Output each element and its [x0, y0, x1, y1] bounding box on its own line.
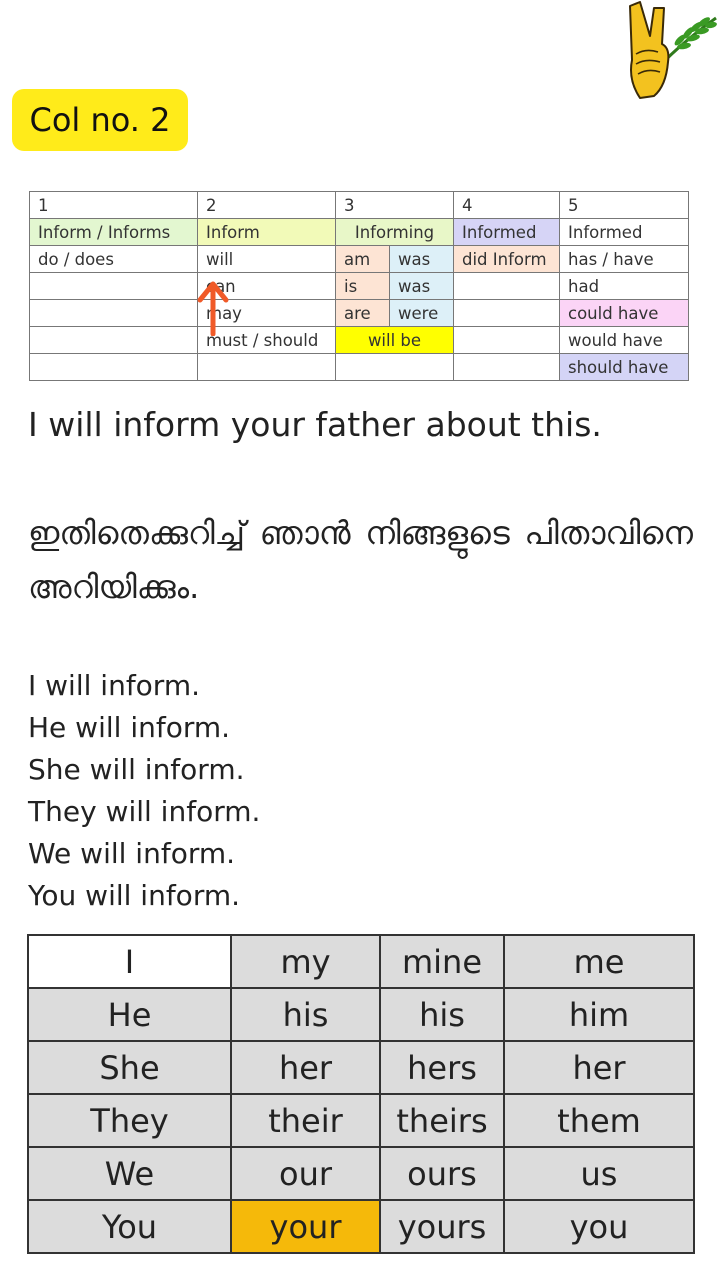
table-cell [30, 300, 198, 327]
list-item: They will inform. [28, 795, 261, 828]
table-cell: their [231, 1094, 380, 1147]
table-cell: 1 [30, 192, 198, 219]
table-cell: may [198, 300, 336, 327]
list-item: She will inform. [28, 753, 245, 786]
table-cell: them [504, 1094, 694, 1147]
table-cell: her [504, 1041, 694, 1094]
table-row [28, 988, 694, 1041]
table-cell: do / does [30, 246, 198, 273]
table-cell: Informed [454, 219, 560, 246]
table-cell: his [380, 988, 504, 1041]
pronoun-table [27, 934, 695, 1254]
table-cell: mine [380, 935, 504, 988]
table-cell: He [28, 988, 231, 1041]
table-cell: You [28, 1200, 231, 1253]
table-row [28, 1041, 694, 1094]
table-cell-highlighted: your [231, 1200, 380, 1253]
table-cell: Inform [198, 219, 336, 246]
table-cell: am [336, 246, 390, 273]
table-cell: me [504, 935, 694, 988]
table-cell: my [231, 935, 380, 988]
table-cell: ours [380, 1147, 504, 1200]
table-cell: theirs [380, 1094, 504, 1147]
table-cell: 5 [560, 192, 689, 219]
table-row [30, 354, 689, 381]
arrow-up-icon [196, 280, 230, 336]
table-row [30, 300, 689, 327]
example-list [28, 665, 260, 917]
badge-label: Col no. 2 [29, 101, 171, 139]
table-cell: were [390, 300, 454, 327]
verb-forms-table [29, 191, 689, 381]
table-cell: They [28, 1094, 231, 1147]
table-cell: her [231, 1041, 380, 1094]
list-item: He will inform. [28, 711, 231, 744]
table-row [28, 1147, 694, 1200]
table-cell: can [198, 273, 336, 300]
table-cell [454, 327, 560, 354]
table-cell: hers [380, 1041, 504, 1094]
table-row [30, 273, 689, 300]
table-cell: will [198, 246, 336, 273]
table-cell: are [336, 300, 390, 327]
table-row [30, 219, 689, 246]
table-cell: will be [336, 327, 454, 354]
table-cell [30, 273, 198, 300]
list-item: We will inform. [28, 837, 236, 870]
table-cell: his [231, 988, 380, 1041]
table-cell: 2 [198, 192, 336, 219]
table-cell: has / have [560, 246, 689, 273]
table-row [30, 192, 689, 219]
table-cell [198, 354, 336, 381]
table-cell: 4 [454, 192, 560, 219]
table-cell [30, 327, 198, 354]
table-cell [454, 354, 560, 381]
table-row [28, 935, 694, 988]
table-cell: could have [560, 300, 689, 327]
table-cell: 3 [336, 192, 454, 219]
table-cell: yours [380, 1200, 504, 1253]
table-cell: is [336, 273, 390, 300]
table-row [28, 1200, 694, 1253]
table-cell: We [28, 1147, 231, 1200]
table-cell [454, 300, 560, 327]
table-row [30, 246, 689, 273]
table-row [28, 1094, 694, 1147]
table-cell [30, 354, 198, 381]
table-cell: should have [560, 354, 689, 381]
table-cell: you [504, 1200, 694, 1253]
table-cell: did Inform [454, 246, 560, 273]
english-sentence: I will inform your father about this. [28, 405, 602, 444]
table-cell: our [231, 1147, 380, 1200]
table-cell: was [390, 273, 454, 300]
malayalam-translation: ഇതിതെക്കുറിച്ച് ഞാൻ നിങ്ങളുടെ പിതാവിനെ അറിയിക്കും. [28, 514, 693, 606]
table-cell: must / should [198, 327, 336, 354]
victory-hand-olive-branch-icon [618, 0, 718, 100]
table-cell: Informing [336, 219, 454, 246]
table-cell: us [504, 1147, 694, 1200]
table-cell: was [390, 246, 454, 273]
table-cell: She [28, 1041, 231, 1094]
table-cell [454, 273, 560, 300]
table-cell [336, 354, 454, 381]
table-row [30, 327, 689, 354]
table-cell: Inform / Informs [30, 219, 198, 246]
list-item: I will inform. [28, 669, 201, 702]
table-cell: I [28, 935, 231, 988]
column-badge [12, 89, 188, 151]
table-cell: would have [560, 327, 689, 354]
table-cell: him [504, 988, 694, 1041]
table-cell: had [560, 273, 689, 300]
list-item: You will inform. [28, 879, 241, 912]
table-cell: Informed [560, 219, 689, 246]
